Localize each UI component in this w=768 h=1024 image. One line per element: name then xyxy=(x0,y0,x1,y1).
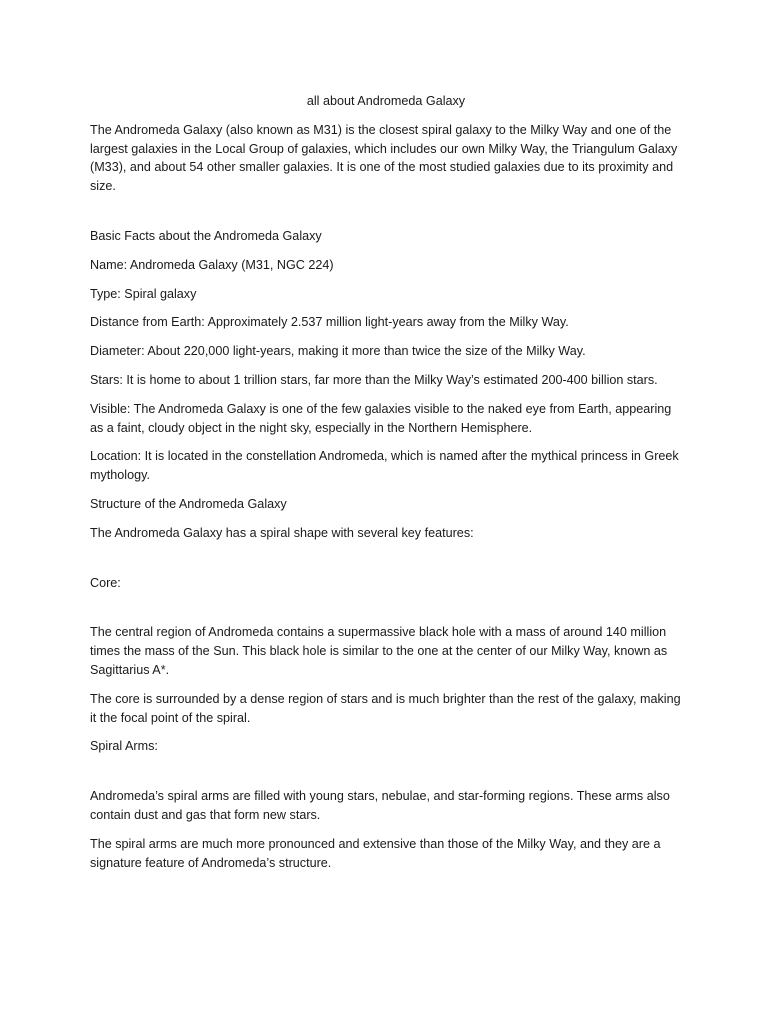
blank-line xyxy=(90,602,682,623)
fact-diameter: Diameter: About 220,000 light-years, making it more than twice the size of the Milky Way. xyxy=(90,344,586,359)
fact-name: Name: Andromeda Galaxy (M31, NGC 224) xyxy=(90,257,334,272)
fact-type: Type: Spiral galaxy xyxy=(90,286,197,301)
spiral-arms-paragraph-2: The spiral arms are much more pronounced and extensive than those of the Milky Way, and they are a signature feature of Andromeda’s structure. xyxy=(90,836,661,870)
blank-line xyxy=(90,766,682,787)
structure-heading: Structure of the Andromeda Galaxy xyxy=(90,496,287,511)
fact-location: Location: It is located in the constellation Andromeda, which is named after the mythical princess in Greek mythology. xyxy=(90,449,679,483)
fact-distance: Distance from Earth: Approximately 2.537 million light-years away from the Milky Way. xyxy=(90,315,569,330)
blank-line xyxy=(90,553,682,574)
fact-stars: Stars: It is home to about 1 trillion stars, far more than the Milky Way’s estimated 200-400 billion stars. xyxy=(90,372,658,387)
core-heading: Core: xyxy=(90,575,121,590)
basic-facts-heading: Basic Facts about the Andromeda Galaxy xyxy=(90,228,322,243)
spiral-arms-heading: Spiral Arms: xyxy=(90,739,158,754)
intro-paragraph: The Andromeda Galaxy (also known as M31) is the closest spiral galaxy to the Milky Way and one of the largest galaxies in the Local Group of galaxies, which includes our own Milky Way, the Triangulum Galaxy (M33), and about 54 other smaller galaxies. It is one of the most studied galaxies due to its proximity and size. xyxy=(90,122,678,194)
core-paragraph-1: The central region of Andromeda contains a supermassive black hole with a mass of around 140 million times the mass of the Sun. This black hole is similar to the one at the center of our Milky Way, known as Sagittarius A*. xyxy=(90,625,668,677)
fact-visible: Visible: The Andromeda Galaxy is one of the few galaxies visible to the naked eye from Earth, appearing as a faint, cloudy object in the night sky, especially in the Northern Hemisphere. xyxy=(90,401,672,435)
spiral-arms-paragraph-1: Andromeda’s spiral arms are filled with young stars, nebulae, and star-forming regions. These arms also contain dust and gas that form new stars. xyxy=(90,789,670,822)
document-body xyxy=(90,92,682,882)
core-paragraph-2: The core is surrounded by a dense region of stars and is much brighter than the rest of the galaxy, making it the focal point of the spiral. xyxy=(90,691,681,725)
blank-line xyxy=(90,206,682,227)
document-title: all about Andromeda Galaxy xyxy=(306,94,466,108)
structure-intro: The Andromeda Galaxy has a spiral shape with several key features: xyxy=(90,525,474,540)
